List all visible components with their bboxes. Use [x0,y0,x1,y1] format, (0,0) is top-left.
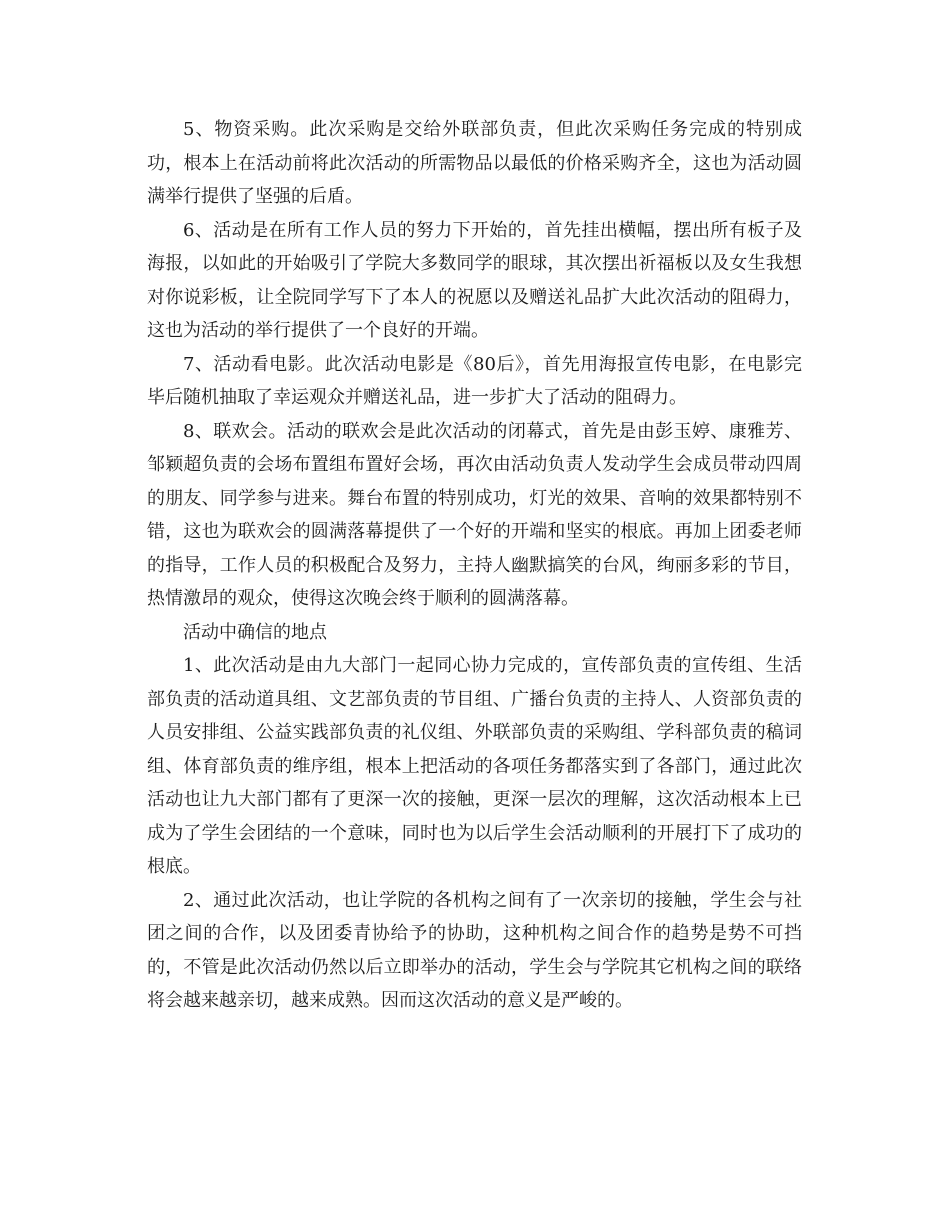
document-body [147,113,802,1018]
paragraph-purchasing: 5、物资采购。此次采购是交给外联部负责，但此次采购任务完成的特别成功，根本上在活动前将此次活动的所需物品以最低的价格采购齐全，这也为活动圆满举行提供了坚强的后盾。 [147,119,802,207]
paragraph-party: 8、联欢会。活动的联欢会是此次活动的闭幕式，首先是由彭玉婷、康雅芳、邹颖超负责的会场布置组布置好会场，再次由活动负责人发动学生会成员带动四周的朋友、同学参与进来。舞台布置的特别成功，灯光的效果、音响的效果都特别不错，这也为联欢会的圆满落幕提供了一个好的开端和坚实的根底。再加上团委老师的指导，工作人员的积极配合及努力，主持人幽默搞笑的台风，绚丽多彩的节目，热情激昂的观众，使得这次晚会终于顺利的圆满落幕。 [147,420,802,609]
paragraph-departments: 1、此次活动是由九大部门一起同心协力完成的，宣传部负责的宣传组、生活部负责的活动道具组、文艺部负责的节目组、广播台负责的主持人、人资部负责的人员安排组、公益实践部负责的礼仪组、外联部负责的采购组、学科部负责的稿词组、体育部负责的维序组，根本上把活动的各项任务都落实到了各部门，通过此次活动也让九大部门都有了更深一次的接触，更深一层次的理解，这次活动根本上已成为了学生会团结的一个意味，同时也为以后学生会活动顺利的开展打下了成功的根底。 [147,655,802,877]
paragraph-cooperation: 2、通过此次活动，也让学院的各机构之间有了一次亲切的接触，学生会与社团之间的合作，以及团委青协给予的协助，这种机构之间合作的趋势是势不可挡的，不管是此次活动仍然以后立即举办的活动，学生会与学院其它机构之间的联络将会越来越亲切，越来成熟。因而这次活动的意义是严峻的。 [147,889,802,1011]
paragraph-movie: 7、活动看电影。此次活动电影是《80后》，首先用海报宣传电影，在电影完毕后随机抽取了幸运观众并赠送礼品，进一步扩大了活动的阻碍力。 [147,353,802,408]
section-heading: 活动中确信的地点 [183,621,327,643]
paragraph-activity-start: 6、活动是在所有工作人员的努力下开始的，首先挂出横幅，摆出所有板子及海报，以如此的开始吸引了学院大多数同学的眼球，其次摆出祈福板以及女生我想对你说彩板，让全院同学写下了本人的祝愿以及赠送礼品扩大此次活动的阻碍力，这也为活动的举行提供了一个良好的开端。 [147,219,802,341]
